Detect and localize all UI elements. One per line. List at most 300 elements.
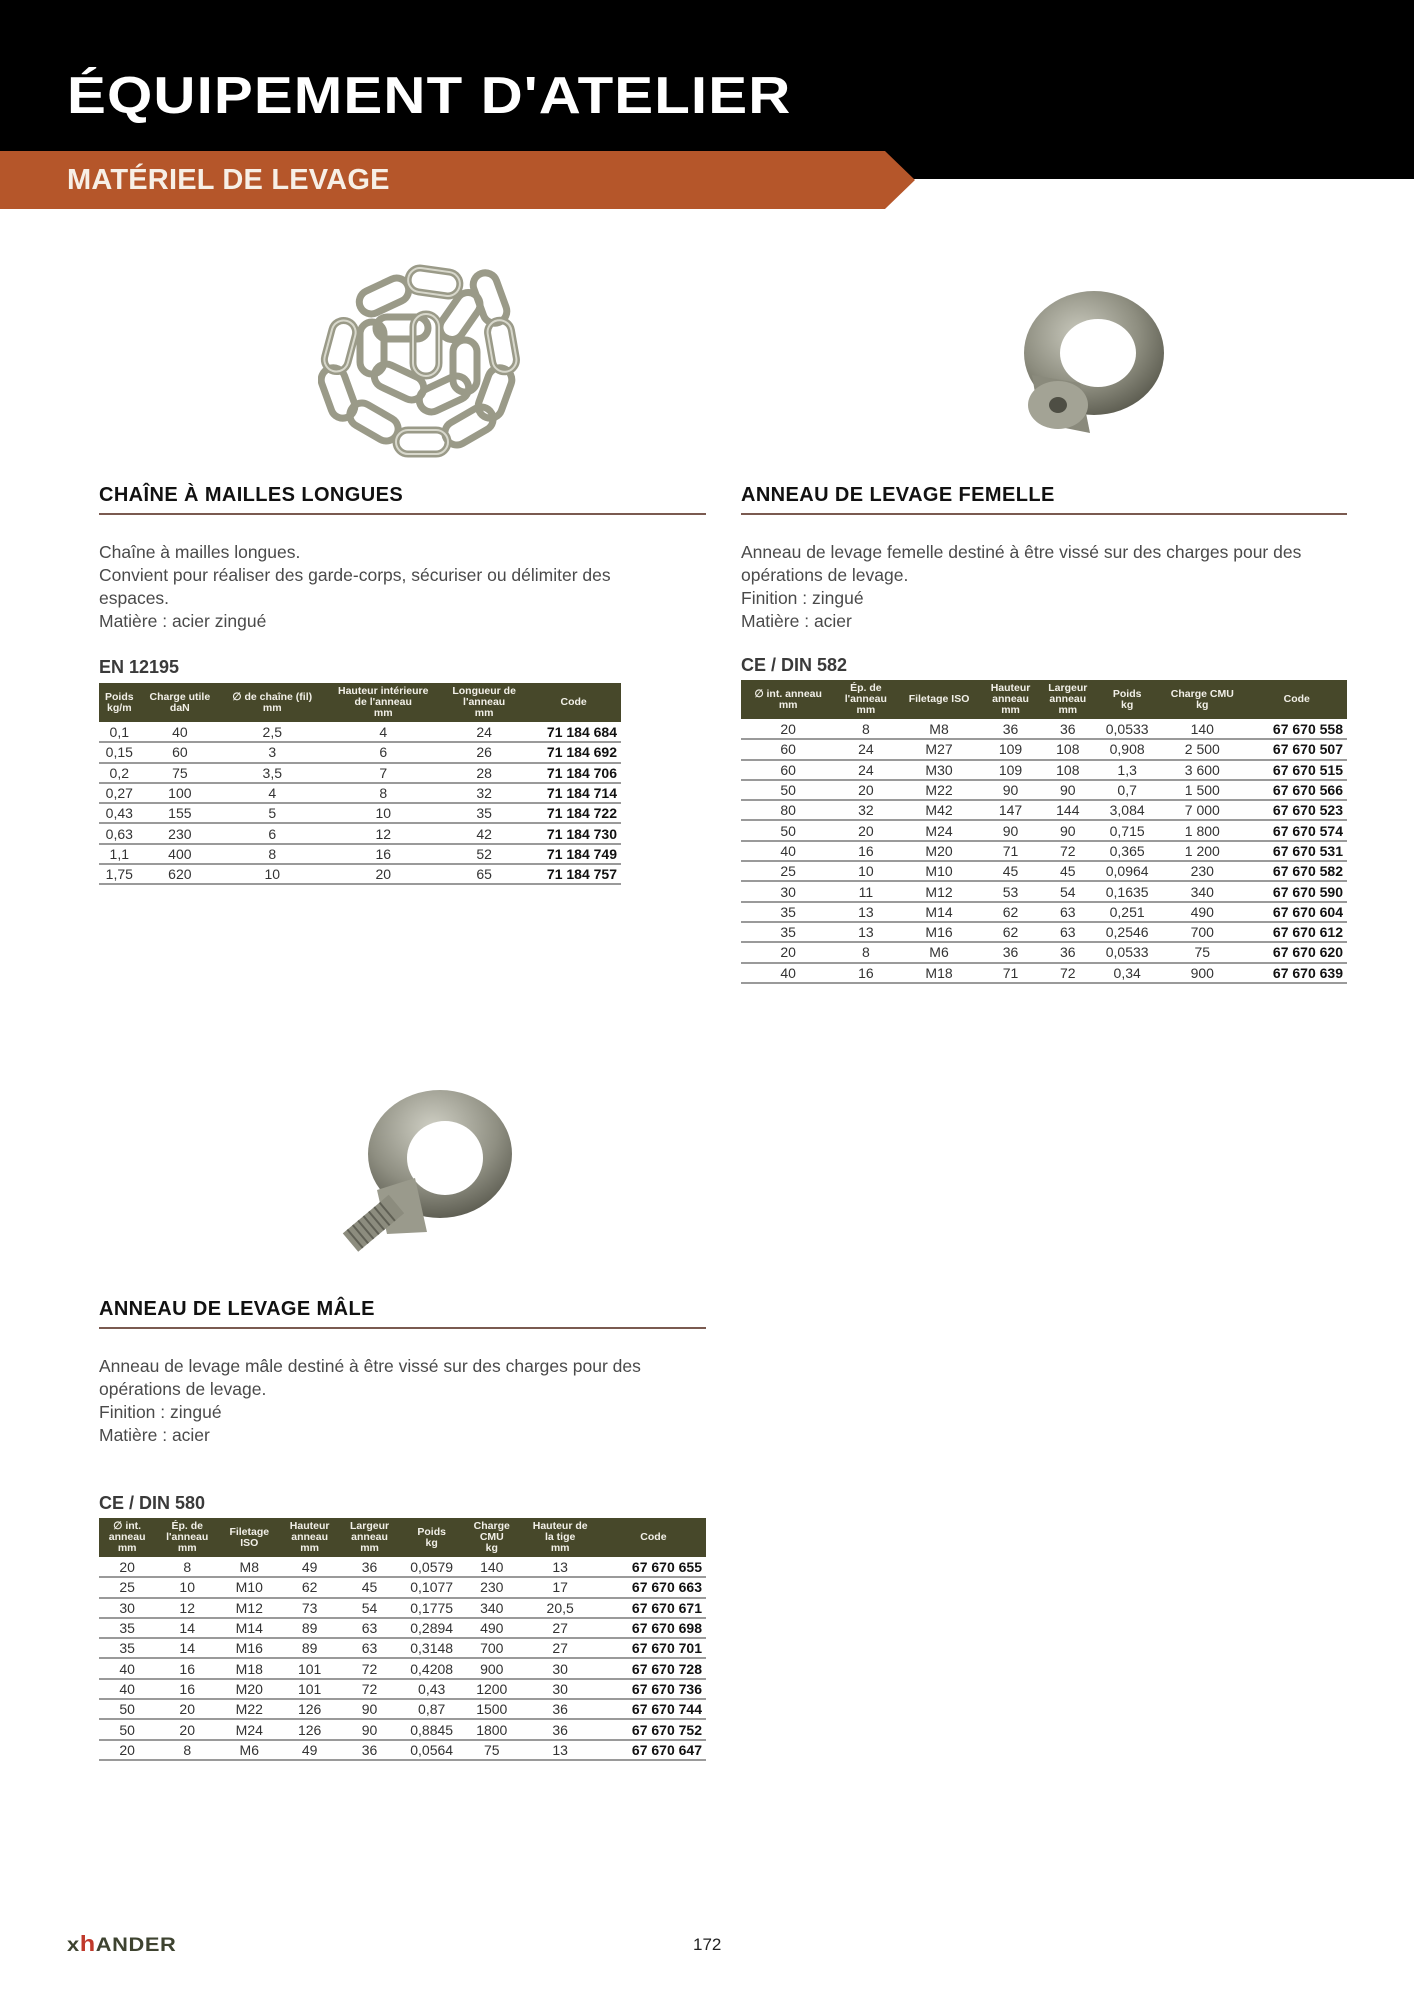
description-line: opérations de levage.	[99, 1379, 267, 1399]
column-header	[835, 680, 896, 719]
table-cell: 35	[741, 922, 835, 942]
table-cell: 0,365	[1096, 841, 1158, 861]
table-cell: M20	[896, 841, 981, 861]
table-cell: 75	[140, 763, 221, 783]
table-cell: 0,63	[99, 823, 140, 843]
table-cell: 28	[442, 763, 526, 783]
section-title: ANNEAU DE LEVAGE MÂLE	[99, 1298, 706, 1329]
table-cell: 4	[324, 722, 442, 742]
column-header-line: Largeur	[1048, 682, 1088, 694]
table-row	[99, 1598, 706, 1618]
column-header-line: l'anneau	[844, 693, 887, 705]
column-header	[741, 680, 835, 719]
table-row	[741, 963, 1347, 983]
table-cell: 50	[99, 1719, 155, 1739]
table-cell: 0,908	[1096, 739, 1158, 759]
table-cell: 8	[835, 942, 896, 962]
table-cell: M12	[219, 1598, 279, 1618]
table-cell: 0,34	[1096, 963, 1158, 983]
table-cell: 20	[741, 942, 835, 962]
table-row	[741, 739, 1347, 759]
table-cell: 109	[982, 760, 1040, 780]
table-cell: 490	[1158, 902, 1246, 922]
table-row	[99, 1577, 706, 1597]
section-female-eye-nut	[741, 484, 1347, 984]
brand-logo	[67, 1931, 176, 1957]
table-cell: 0,3148	[399, 1638, 464, 1658]
section-male-eye-bolt	[99, 1298, 706, 1761]
table-cell: 8	[835, 719, 896, 739]
table-row	[741, 760, 1347, 780]
table-cell: 27	[520, 1638, 601, 1658]
table-cell: 49	[279, 1740, 339, 1760]
table-cell: 1500	[464, 1699, 520, 1719]
table-cell: 65	[442, 864, 526, 884]
page-number: 172	[693, 1935, 722, 1954]
column-header-line: mm	[117, 1542, 137, 1554]
table-header-row	[99, 683, 621, 722]
column-header-line: mm	[778, 698, 798, 711]
product-code-cell: 71 184 684	[526, 722, 621, 742]
column-header-line: ISO	[240, 1536, 259, 1549]
table-cell: 0,7	[1096, 780, 1158, 800]
table-cell: 1 800	[1158, 820, 1246, 840]
product-code-cell: 67 670 647	[601, 1740, 706, 1760]
table-cell: 0,1	[99, 722, 140, 742]
table-cell: 10	[155, 1577, 219, 1597]
table-cell: 90	[340, 1699, 400, 1719]
table-cell: M8	[896, 719, 981, 739]
table-cell: 13	[835, 922, 896, 942]
table-cell: 10	[324, 803, 442, 823]
table-cell: 20	[835, 780, 896, 800]
table-cell: 4	[220, 783, 324, 803]
column-header-line: de l'anneau	[354, 696, 412, 708]
table-cell: 16	[835, 963, 896, 983]
table-cell: 40	[99, 1658, 155, 1678]
table-cell: 3,084	[1096, 800, 1158, 820]
norm-label: CE / DIN 582	[741, 655, 848, 675]
product-code-cell: 67 670 752	[601, 1719, 706, 1739]
table-cell: 0,4208	[399, 1658, 464, 1678]
table-cell: 1,3	[1096, 760, 1158, 780]
column-header	[279, 1518, 339, 1557]
table-cell: 147	[982, 800, 1040, 820]
table-row	[741, 841, 1347, 861]
table-cell: 16	[324, 844, 442, 864]
column-header-line: anneau	[291, 1531, 328, 1543]
table-cell: 36	[982, 719, 1040, 739]
product-code-cell: 71 184 730	[526, 823, 621, 843]
table-cell: M24	[896, 820, 981, 840]
table-cell: 0,1775	[399, 1598, 464, 1618]
column-header-line: kg	[425, 1536, 438, 1549]
table-cell: 45	[982, 861, 1040, 881]
product-code-cell: 67 670 701	[601, 1638, 706, 1658]
table-cell: 90	[982, 820, 1040, 840]
table-cell: 126	[279, 1719, 339, 1739]
table-cell: 6	[220, 823, 324, 843]
female-eye-nut-image	[1010, 283, 1168, 443]
table-cell: 25	[99, 1577, 155, 1597]
column-header-line: mm	[300, 1542, 319, 1554]
table-cell: 80	[741, 800, 835, 820]
table-cell: 36	[520, 1719, 601, 1739]
table-cell: 49	[279, 1557, 339, 1577]
column-header	[220, 683, 324, 722]
table-cell: 62	[982, 922, 1040, 942]
norm-label: EN 12195	[99, 657, 180, 677]
product-code-cell: 67 670 671	[601, 1598, 706, 1618]
table-cell: 36	[520, 1699, 601, 1719]
column-header-line: Hauteur intérieure	[338, 685, 429, 697]
table-cell: 73	[279, 1598, 339, 1618]
column-header-line: mm	[550, 1542, 570, 1554]
table-cell: 140	[464, 1557, 520, 1577]
table-cell: 45	[340, 1577, 400, 1597]
table-row	[99, 742, 621, 762]
product-code-cell: 71 184 749	[526, 844, 621, 864]
column-header-line: kg	[1196, 698, 1209, 711]
product-code-cell: 67 670 620	[1247, 942, 1347, 962]
table-cell: 126	[279, 1699, 339, 1719]
column-header	[1096, 680, 1158, 719]
table-cell: 0,43	[399, 1679, 464, 1699]
column-header	[399, 1518, 464, 1557]
table-cell: 1200	[464, 1679, 520, 1699]
table-cell: 40	[99, 1679, 155, 1699]
table-cell: 36	[340, 1557, 400, 1577]
table-cell: 36	[1039, 719, 1096, 739]
description-line: Chaîne à mailles longues.	[99, 542, 301, 562]
table-cell: 700	[464, 1638, 520, 1658]
description-line: Matière : acier	[99, 1425, 210, 1445]
table-cell: 700	[1158, 922, 1246, 942]
table-cell: 30	[99, 1598, 155, 1618]
table-cell: 230	[140, 823, 221, 843]
column-header	[140, 683, 221, 722]
table-cell: 7 000	[1158, 800, 1246, 820]
spec-table-female	[741, 680, 1347, 984]
column-header-line: daN	[169, 701, 190, 714]
column-header-line: mm	[1001, 704, 1020, 716]
table-cell: 30	[741, 881, 835, 901]
table-row	[741, 922, 1347, 942]
table-cell: 340	[1158, 881, 1246, 901]
table-cell: 17	[520, 1577, 601, 1597]
column-header-line: Filetage ISO	[908, 693, 970, 705]
description-line: Matière : acier	[741, 611, 852, 631]
table-cell: 14	[155, 1618, 219, 1638]
table-cell: 1 200	[1158, 841, 1246, 861]
table-cell: 63	[340, 1638, 400, 1658]
column-header-line: CMU	[479, 1531, 504, 1543]
table-row	[741, 942, 1347, 962]
column-header	[526, 683, 621, 722]
column-header-line: Filetage	[229, 1525, 270, 1538]
product-code-cell: 67 670 698	[601, 1618, 706, 1638]
product-code-cell: 67 670 663	[601, 1577, 706, 1597]
column-header-line: mm	[360, 1542, 379, 1554]
column-header-line: kg/m	[107, 701, 132, 714]
table-cell: 26	[442, 742, 526, 762]
table-cell: 16	[835, 841, 896, 861]
table-cell: 89	[279, 1638, 339, 1658]
table-cell: 230	[464, 1577, 520, 1597]
product-code-cell: 67 670 531	[1247, 841, 1347, 861]
table-cell: M24	[219, 1719, 279, 1739]
product-code-cell: 67 670 566	[1247, 780, 1347, 800]
table-cell: 8	[324, 783, 442, 803]
table-cell: 2 500	[1158, 739, 1246, 759]
table-row	[741, 780, 1347, 800]
table-cell: 52	[442, 844, 526, 864]
column-header-line: Code	[640, 1531, 667, 1543]
column-header	[1247, 680, 1347, 719]
column-header-line: Hauteur	[990, 682, 1031, 694]
product-code-cell: 71 184 706	[526, 763, 621, 783]
table-cell: M20	[219, 1679, 279, 1699]
spec-table-wrapper	[741, 680, 1347, 984]
product-code-cell: 67 670 744	[601, 1699, 706, 1719]
table-cell: 0,2546	[1096, 922, 1158, 942]
table-header-row	[99, 1518, 706, 1557]
table-cell: 0,0533	[1096, 942, 1158, 962]
table-cell: 36	[340, 1740, 400, 1760]
table-cell: 20	[155, 1719, 219, 1739]
table-cell: 24	[442, 722, 526, 742]
description-line: Finition : zingué	[99, 1402, 222, 1422]
table-cell: 900	[464, 1658, 520, 1678]
column-header-line: Longueur de	[452, 685, 516, 697]
table-cell: 27	[520, 1618, 601, 1638]
table-cell: 13	[520, 1557, 601, 1577]
table-cell: 2,5	[220, 722, 324, 742]
table-cell: 60	[741, 739, 835, 759]
column-header	[340, 1518, 400, 1557]
table-cell: 90	[982, 780, 1040, 800]
column-header-line: l'anneau	[463, 696, 506, 708]
table-cell: 0,2894	[399, 1618, 464, 1638]
spec-table-wrapper	[99, 1518, 706, 1761]
table-cell: 72	[1039, 841, 1096, 861]
table-cell: 62	[279, 1577, 339, 1597]
table-cell: 35	[99, 1618, 155, 1638]
column-header-line: mm	[856, 704, 876, 716]
column-header	[601, 1518, 706, 1557]
table-cell: M22	[896, 780, 981, 800]
table-cell: 90	[1039, 780, 1096, 800]
table-cell: 8	[155, 1557, 219, 1577]
table-row	[741, 800, 1347, 820]
column-header-line: kg	[1121, 698, 1134, 711]
table-cell: 13	[835, 902, 896, 922]
logo-x: x	[67, 1935, 80, 1956]
table-row	[99, 803, 621, 823]
table-cell: 25	[741, 861, 835, 881]
product-code-cell: 67 670 612	[1247, 922, 1347, 942]
table-row	[741, 902, 1347, 922]
table-cell: 108	[1039, 739, 1096, 759]
description-line: Finition : zingué	[741, 588, 864, 608]
product-code-cell: 67 670 558	[1247, 719, 1347, 739]
product-code-cell: 67 670 574	[1247, 820, 1347, 840]
column-header-line: ∅ int.	[113, 1520, 142, 1532]
table-cell: 0,1635	[1096, 881, 1158, 901]
table-cell: 0,0533	[1096, 719, 1158, 739]
column-header-line: Largeur	[350, 1520, 390, 1532]
column-header-line: Poids	[417, 1525, 446, 1538]
table-cell: M10	[219, 1577, 279, 1597]
description-line: Anneau de levage femelle destiné à être vissé sur des charges pour des	[741, 542, 1302, 562]
table-cell: 40	[741, 841, 835, 861]
table-cell: 35	[442, 803, 526, 823]
chain-image	[318, 262, 532, 462]
description-line: Anneau de levage mâle destiné à être vissé sur des charges pour des	[99, 1356, 641, 1376]
table-cell: M8	[219, 1557, 279, 1577]
table-cell: 8	[220, 844, 324, 864]
column-header	[99, 1518, 155, 1557]
column-header-line: mm	[262, 701, 282, 714]
table-cell: M16	[219, 1638, 279, 1658]
table-row	[99, 1699, 706, 1719]
column-header	[982, 680, 1040, 719]
column-header-line: anneau	[351, 1531, 388, 1543]
product-code-cell: 71 184 722	[526, 803, 621, 823]
table-cell: 35	[99, 1638, 155, 1658]
table-cell: M14	[896, 902, 981, 922]
column-header-line: Charge utile	[149, 690, 211, 703]
table-row	[99, 763, 621, 783]
table-cell: 20	[324, 864, 442, 884]
table-cell: 50	[741, 780, 835, 800]
table-cell: 6	[324, 742, 442, 762]
table-cell: 1800	[464, 1719, 520, 1739]
table-cell: 72	[340, 1658, 400, 1678]
table-cell: 13	[520, 1740, 601, 1760]
table-cell: M12	[896, 881, 981, 901]
table-cell: 54	[1039, 881, 1096, 901]
product-code-cell: 67 670 639	[1247, 963, 1347, 983]
table-cell: 20	[741, 719, 835, 739]
table-cell: 400	[140, 844, 221, 864]
product-code-cell: 67 670 655	[601, 1557, 706, 1577]
table-cell: 16	[155, 1679, 219, 1699]
table-row	[99, 1557, 706, 1577]
product-code-cell: 67 670 728	[601, 1658, 706, 1678]
table-row	[99, 844, 621, 864]
description-line: opérations de levage.	[741, 565, 909, 585]
product-code-cell: 67 670 582	[1247, 861, 1347, 881]
table-cell: 90	[340, 1719, 400, 1739]
table-cell: 1,75	[99, 864, 140, 884]
table-cell: M27	[896, 739, 981, 759]
table-cell: 63	[1039, 902, 1096, 922]
table-cell: 0,0564	[399, 1740, 464, 1760]
table-cell: 14	[155, 1638, 219, 1658]
column-header-line: Charge CMU	[1170, 687, 1234, 700]
table-cell: 72	[1039, 963, 1096, 983]
column-header	[155, 1518, 219, 1557]
table-row	[99, 823, 621, 843]
table-cell: M18	[219, 1658, 279, 1678]
table-cell: 7	[324, 763, 442, 783]
column-header-line: Poids	[1112, 687, 1142, 700]
table-cell: 90	[1039, 820, 1096, 840]
column-header-line: la tige	[545, 1531, 576, 1543]
table-cell: M6	[896, 942, 981, 962]
column-header-line: mm	[177, 1542, 197, 1554]
table-cell: 0,43	[99, 803, 140, 823]
table-row	[99, 1679, 706, 1699]
column-header-line: Poids	[104, 690, 134, 703]
table-cell: 20	[155, 1699, 219, 1719]
table-cell: 12	[155, 1598, 219, 1618]
table-cell: M22	[219, 1699, 279, 1719]
table-cell: M10	[896, 861, 981, 881]
table-cell: 340	[464, 1598, 520, 1618]
column-header-line: ∅ int. anneau	[754, 687, 822, 700]
norm-label: CE / DIN 580	[99, 1493, 206, 1513]
table-cell: 62	[982, 902, 1040, 922]
table-cell: 60	[741, 760, 835, 780]
product-code-cell: 67 670 590	[1247, 881, 1347, 901]
table-cell: 0,8845	[399, 1719, 464, 1739]
column-header	[520, 1518, 601, 1557]
product-code-cell: 71 184 692	[526, 742, 621, 762]
table-cell: 1 500	[1158, 780, 1246, 800]
column-header-line: Ép. de	[850, 682, 882, 694]
column-header-line: kg	[485, 1542, 498, 1554]
product-code-cell: 67 670 523	[1247, 800, 1347, 820]
table-cell: 0,27	[99, 783, 140, 803]
section-title: CHAÎNE À MAILLES LONGUES	[99, 484, 706, 515]
table-cell: 75	[1158, 942, 1246, 962]
table-cell: 0,251	[1096, 902, 1158, 922]
column-header	[219, 1518, 279, 1557]
table-cell: 144	[1039, 800, 1096, 820]
product-description	[741, 541, 1347, 633]
product-code-cell: 67 670 604	[1247, 902, 1347, 922]
category-title: MATÉRIEL DE LEVAGE	[67, 164, 390, 196]
table-cell: 0,0964	[1096, 861, 1158, 881]
table-row	[99, 1638, 706, 1658]
table-cell: 5	[220, 803, 324, 823]
table-cell: 42	[442, 823, 526, 843]
product-code-cell: 71 184 757	[526, 864, 621, 884]
table-cell: 10	[835, 861, 896, 881]
table-cell: 36	[1039, 942, 1096, 962]
male-eye-bolt-image	[335, 1082, 517, 1254]
table-cell: M6	[219, 1740, 279, 1760]
table-row	[99, 722, 621, 742]
column-header	[99, 683, 140, 722]
table-cell: 50	[741, 820, 835, 840]
column-header	[464, 1518, 520, 1557]
column-header-line: mm	[1058, 704, 1078, 716]
table-cell: 20	[99, 1740, 155, 1760]
table-cell: 32	[442, 783, 526, 803]
table-cell: 155	[140, 803, 221, 823]
table-cell: 72	[340, 1679, 400, 1699]
table-cell: M42	[896, 800, 981, 820]
table-cell: 53	[982, 881, 1040, 901]
table-cell: 24	[835, 760, 896, 780]
table-row	[99, 783, 621, 803]
product-code-cell: 67 670 507	[1247, 739, 1347, 759]
table-cell: 71	[982, 841, 1040, 861]
table-cell: 36	[982, 942, 1040, 962]
